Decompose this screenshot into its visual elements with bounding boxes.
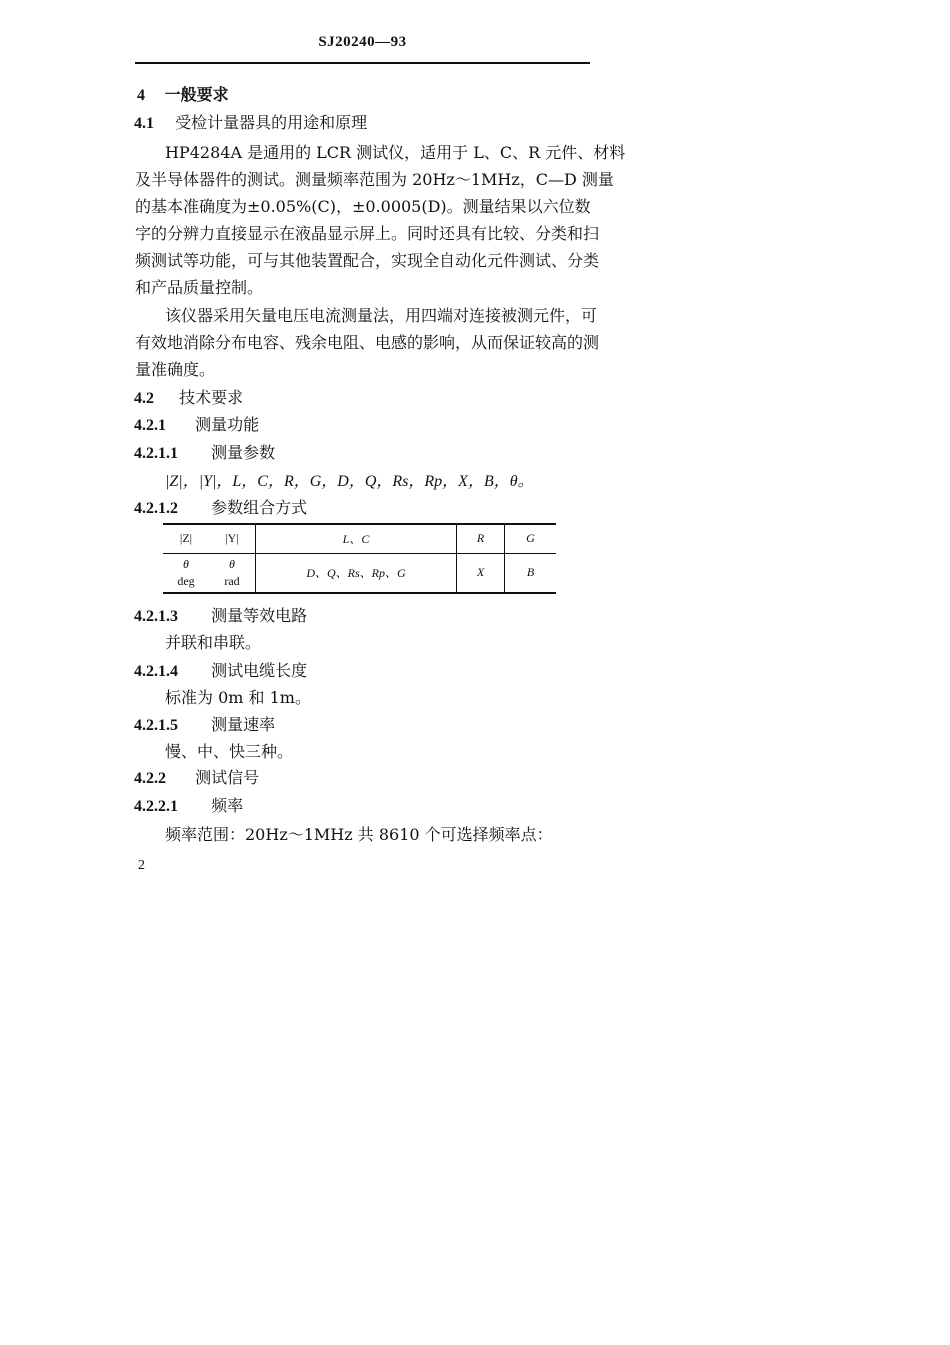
parameter-combination-table bbox=[163, 523, 556, 594]
theta-symbol: θ bbox=[183, 556, 189, 571]
section-number: 4.2.1 bbox=[134, 417, 166, 434]
table-cell bbox=[163, 553, 209, 593]
table-cell: |Z| bbox=[163, 524, 209, 553]
paragraph-line: 和产品质量控制。 bbox=[135, 278, 264, 297]
section-number: 4.2.1.2 bbox=[134, 500, 178, 517]
table-cell: G bbox=[505, 524, 557, 553]
section-4-2-1-heading bbox=[134, 412, 259, 435]
section-4-heading bbox=[137, 82, 229, 105]
paragraph-line: 有效地消除分布电容、残余电阻、电感的影响，从而保证较高的测 bbox=[135, 333, 600, 352]
section-4-2-1-4-heading bbox=[134, 658, 307, 681]
section-number: 4.1 bbox=[134, 115, 154, 132]
theta-symbol: θ bbox=[229, 556, 235, 571]
table-row bbox=[163, 553, 556, 593]
table-cell: |Y| bbox=[209, 524, 256, 553]
section-4-2-1-3-heading bbox=[134, 603, 307, 626]
section-title: 测试电缆长度 bbox=[211, 661, 308, 680]
section-title: 测量功能 bbox=[195, 415, 260, 434]
section-number: 4.2.2.1 bbox=[134, 798, 178, 815]
section-4-2-1-5-heading bbox=[134, 712, 275, 735]
document-header: SJ20240—93 bbox=[318, 34, 407, 50]
measurement-parameters-list: |Z|，|Y|，L，C，R，G，D，Q，Rs，Rp，X，B，θ。 bbox=[165, 473, 534, 490]
unit-label: rad bbox=[224, 573, 240, 588]
section-title: 测试信号 bbox=[195, 768, 260, 787]
section-4-2-heading bbox=[134, 385, 243, 408]
section-title: 受检计量器具的用途和原理 bbox=[175, 113, 368, 132]
paragraph-line: 字的分辨力直接显示在液晶显示屏上。同时还具有比较、分类和扫 bbox=[135, 224, 600, 243]
section-title: 参数组合方式 bbox=[211, 498, 308, 517]
table-cell: D、Q、Rs、Rp、G bbox=[256, 553, 457, 593]
frequency-range-text: 频率范围：20Hz～1MHz 共 8610 个可选择频率点： bbox=[165, 825, 553, 844]
section-4-2-2-1-heading bbox=[134, 793, 243, 816]
header-rule bbox=[135, 62, 590, 64]
section-title: 测量速率 bbox=[211, 715, 276, 734]
paragraph-line: 的基本准确度为±0.05%(C)，±0.0005(D)。测量结果以六位数 bbox=[135, 197, 591, 216]
equivalent-circuit-text: 并联和串联。 bbox=[165, 633, 262, 652]
paragraph-line: 量准确度。 bbox=[135, 360, 216, 379]
table-cell: B bbox=[505, 553, 557, 593]
page-number: 2 bbox=[138, 858, 145, 873]
section-number: 4.2 bbox=[134, 390, 154, 407]
section-number: 4.2.2 bbox=[134, 770, 166, 787]
table-cell: X bbox=[457, 553, 505, 593]
section-4-2-1-2-heading bbox=[134, 495, 307, 518]
section-number: 4.2.1.3 bbox=[134, 608, 178, 625]
section-title: 一般要求 bbox=[164, 85, 229, 104]
section-number: 4.2.1.5 bbox=[134, 717, 178, 734]
paragraph-line: 该仪器采用矢量电压电流测量法，用四端对连接被测元件，可 bbox=[165, 306, 598, 325]
cable-length-text: 标准为 0m 和 1m。 bbox=[165, 688, 311, 707]
table-row bbox=[163, 524, 556, 553]
section-4-2-2-heading bbox=[134, 765, 259, 788]
section-number: 4.2.1.1 bbox=[134, 445, 178, 462]
paragraph-line: HP4284A 是通用的 LCR 测试仪，适用于 L、C、R 元件、材料 bbox=[165, 143, 626, 162]
section-4-1-heading bbox=[134, 110, 367, 133]
unit-label: deg bbox=[177, 573, 195, 588]
paragraph-line: 及半导体器件的测试。测量频率范围为 20Hz～1MHz，C—D 测量 bbox=[135, 170, 614, 189]
table-cell bbox=[209, 553, 256, 593]
section-number: 4.2.1.4 bbox=[134, 663, 178, 680]
paragraph-line: 频测试等功能，可与其他装置配合，实现全自动化元件测试、分类 bbox=[135, 251, 600, 270]
section-number: 4 bbox=[137, 87, 145, 104]
section-4-2-1-1-heading bbox=[134, 440, 275, 463]
table-cell: R bbox=[457, 524, 505, 553]
measurement-speed-text: 慢、中、快三种。 bbox=[165, 742, 294, 761]
section-title: 频率 bbox=[211, 796, 244, 815]
table-cell: L、C bbox=[256, 524, 457, 553]
section-title: 技术要求 bbox=[179, 388, 244, 407]
section-title: 测量参数 bbox=[211, 443, 276, 462]
section-title: 测量等效电路 bbox=[211, 606, 308, 625]
